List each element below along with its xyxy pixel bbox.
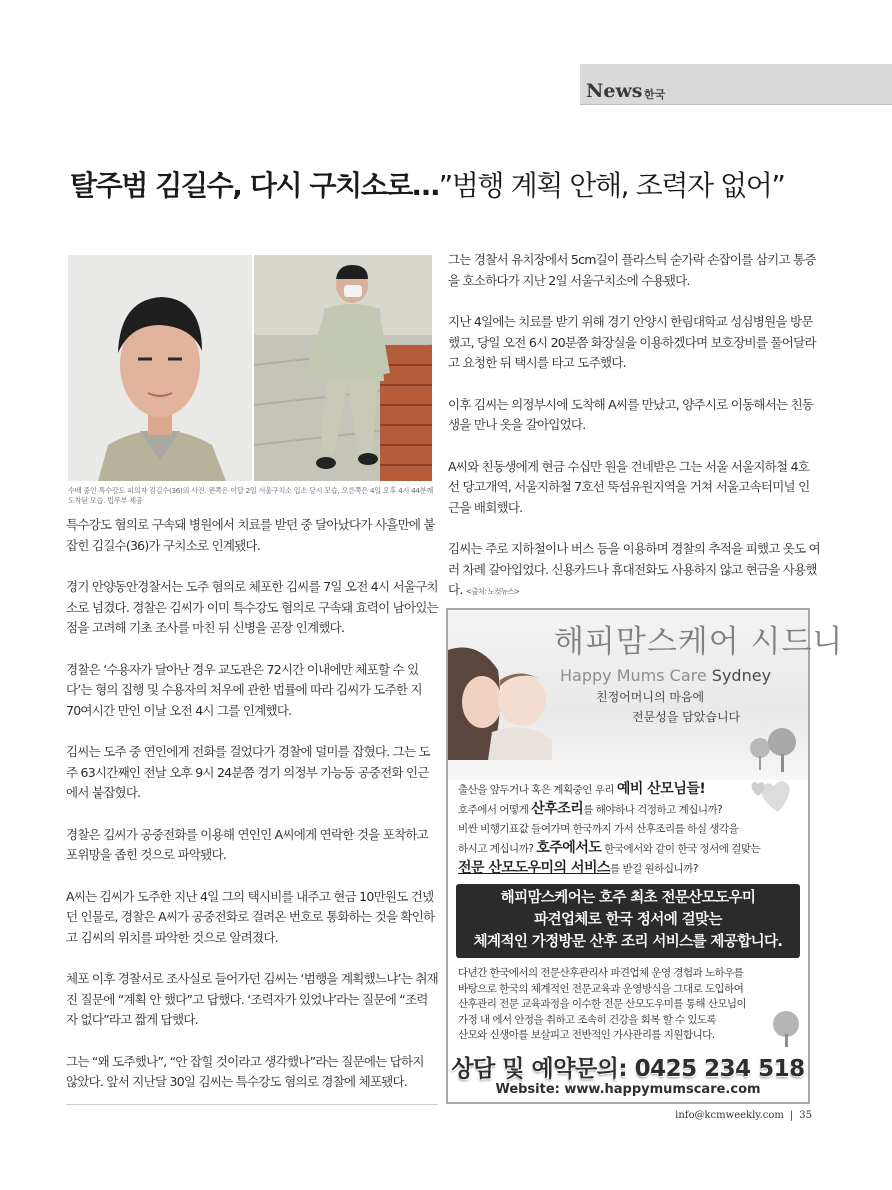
tree-icon — [770, 1010, 802, 1048]
paragraph: 이후 김씨는 의정부시에 도착해 A씨를 만났고, 양주시로 이동해서는 친동생을 만나 옷을 갈아입었다. — [448, 396, 814, 432]
ad-highlight-line: 체계적인 가정방문 산후 조리 서비스를 제공합니다. — [473, 934, 783, 950]
ad-line: 비싼 비행기표값 들여가며 한국까지 가서 산후조리를 하실 생각을 — [458, 823, 739, 835]
ad-line-emphasis: 전문 산모도우미의 서비스 — [458, 860, 611, 876]
column-divider — [66, 1104, 438, 1105]
section-label: News — [586, 80, 643, 102]
paragraph: 김씨는 도주 중 연인에게 전화를 걸었다가 경찰에 덜미를 잡혔다. 그는 도주 63시간째인 전날 오후 9시 24분쯤 경기 의정부 가능동 공중전화 인근에서 붙잡혔다. — [66, 744, 430, 800]
ad-highlight-box — [456, 884, 800, 958]
ad-intro-lines — [458, 780, 804, 879]
ad-line-emphasis: 호주에서도 — [536, 840, 602, 856]
paragraph: 지난 4일에는 치료를 받기 위해 경기 안양시 한림대학교 성심병원을 방문했고, 당일 오전 6시 20분쯤 화장실을 이용하겠다며 보호장비를 풀어달라고 요청한 뒤 택시를 타고 도주했다. — [448, 314, 816, 370]
ad-description-line: 산모와 신생아를 보살피고 전반적인 가사관리를 지원합니다. — [458, 1029, 715, 1041]
paragraph: 경기 안양동안경찰서는 도주 혐의로 체포한 김씨를 7일 오전 4시 서울구치소로 넘겼다. 경찰은 김씨가 이미 특수강도 혐의로 구속돼 효력이 남아있는 점을 고려해 기초 조사를 마친 뒤 신병을 곧장 인계했다. — [66, 579, 438, 635]
ad-line-emphasis: 산후조리 — [531, 801, 584, 817]
ad-mother-baby-illustration — [448, 640, 558, 760]
article-photo — [68, 255, 432, 481]
ad-contact-phone[interactable]: 상담 및 예약문의: 0425 234 518 — [451, 1056, 805, 1082]
ad-tagline: 친정어머니의 마음에 — [596, 690, 705, 704]
ad-line-text: 를 받길 원하십니까? — [610, 863, 698, 875]
paragraph: 경찰은 ‘수용자가 달아난 경우 교도관은 72시간 이내에만 체포할 수 있다’는 형의 집행 및 수용자의 처우에 관한 법률에 따라 김씨가 도주한 지 70여시간 만인 이날 오전 4시 그를 인계했다. — [66, 661, 422, 718]
article-column-right — [448, 250, 820, 624]
ad-line-text: 한국에서와 같이 한국 정서에 걸맞는 — [601, 843, 761, 855]
ad-logo-english — [560, 666, 771, 685]
ad-line-text: 출산을 앞두거나 혹은 계획중인 우리 — [458, 784, 617, 796]
tree-icon — [746, 726, 798, 776]
ad-logo-korean: 해피맘스케어 시드니 — [554, 624, 844, 660]
ad-line-text: 하시고 계십니까? — [458, 843, 537, 855]
paragraph-text: 김씨는 주로 지하철이나 버스 등을 이용하며 경찰의 추적을 피했고 옷도 여러 차례 갈아입었다. 신용카드나 휴대전화도 사용하지 않고 현금을 사용했다. — [448, 541, 820, 597]
footer-email[interactable]: info@kcmweekly.com — [675, 1110, 784, 1121]
ad-description-line: 다년간 한국에서의 전문산후관리사 파견업체 운영 경험과 노하우를 — [458, 967, 744, 979]
paragraph: A씨와 친동생에게 현금 수십만 원을 건네받은 그는 서울 서울지하철 4호선 당고개역, 서울지하철 7호선 뚝섬유원지역을 거쳐 서울고속터미널 인근을 배회했다. — [448, 458, 810, 515]
paragraph: 특수강도 혐의로 구속돼 병원에서 치료를 받던 중 달아났다가 사흘만에 붙잡힌 김길수(36)가 구치소로 인계됐다. — [66, 517, 435, 553]
ad-line-text: 호주에서 어떻게 — [458, 804, 532, 816]
headline — [70, 164, 830, 204]
ad-description-line: 산후관리 전문 교육과정을 이수한 전문 산모도우미를 통해 산모님이 — [458, 998, 747, 1010]
article-source: <출처: 노컷뉴스> — [465, 587, 520, 596]
section-tab — [580, 64, 892, 105]
ad-line — [458, 800, 804, 820]
ad-description-line: 바탕으로 한국의 체계적인 전문교육과 운영방식을 그대로 도입하여 — [458, 982, 744, 995]
ad-highlight-line: 파견업체로 한국 정서에 걸맞는 — [534, 912, 722, 928]
advertisement[interactable] — [446, 608, 844, 1104]
paragraph-last — [448, 539, 820, 603]
footer-separator: | — [789, 1110, 794, 1121]
ad-highlight-line: 해피맘스케어는 호주 최초 전문산모도우미 — [500, 890, 756, 906]
paragraph: 체포 이후 경찰서로 조사실로 들어가던 김씨는 ‘범행을 계획했느냐’는 취재진 질문에 “계획 안 했다”고 답했다. ‘조력자가 있었냐’라는 질문에 “조력자 없다”라고 짧게 답했다. — [66, 971, 438, 1027]
headline-quote: ”범행 계획 안해, 조력자 없어” — [438, 169, 785, 202]
paragraph: A씨는 김씨가 도주한 지난 4일 그의 택시비를 내주고 현금 10만원도 건넸던 인물로, 경찰은 A씨가 공중전화로 걸려온 번호로 통화하는 것을 확인하고 김씨의 위치를 파악한 것으로 알려졌다. — [66, 888, 435, 945]
page-number: 35 — [799, 1110, 812, 1121]
page-footer — [675, 1110, 812, 1121]
paragraph: 그는 경찰서 유치장에서 5cm길이 플라스틱 숟가락 손잡이를 삼키고 통증을 호소하다가 지난 2일 서울구치소에 수용됐다. — [448, 252, 816, 288]
ad-line — [458, 859, 804, 879]
paragraph: 그는 “왜 도주했나”, “안 잡힐 것이라고 생각했나”라는 질문에는 답하지 않았다. 앞서 지난달 30일 김씨는 특수강도 혐의로 경찰에 체포됐다. — [66, 1053, 424, 1089]
ad-line-emphasis: 예비 산모님들! — [616, 781, 706, 797]
ad-tagline: 전문성을 담았습니다 — [632, 710, 741, 724]
section-sublabel: 한국 — [644, 88, 666, 101]
ad-line — [458, 780, 804, 800]
paragraph: 경찰은 김씨가 공중전화를 이용해 연인인 A씨에게 연락한 것을 포착하고 포위망을 좁힌 것으로 파악됐다. — [66, 826, 429, 862]
headline-main: 탈주범 김길수, 다시 구치소로… — [70, 169, 439, 202]
ad-logo-english-name: Happy Mums Care — [560, 666, 707, 685]
ad-website-link[interactable]: Website: www.happymumscare.com — [495, 1082, 761, 1097]
ad-line — [458, 839, 804, 859]
ad-logo-city: Sydney — [711, 666, 772, 685]
ad-line-text: 를 해야하나 걱정하고 계십니까? — [583, 804, 723, 816]
article-column-left — [66, 515, 438, 1114]
photo-caption: 수배 중인 특수강도 피의자 김길수(36)의 사진. 왼쪽은 이달 2일 서울구치소 입소 당시 모습, 오른쪽은 4일 오후 4시 44분께 도착된 모습. 법무부 제공 — [68, 486, 433, 505]
ad-description-line: 가정 내 에서 안정을 취하고 조속히 건강을 회복 할 수 있도록 — [458, 1013, 717, 1026]
ad-description — [458, 966, 794, 1044]
